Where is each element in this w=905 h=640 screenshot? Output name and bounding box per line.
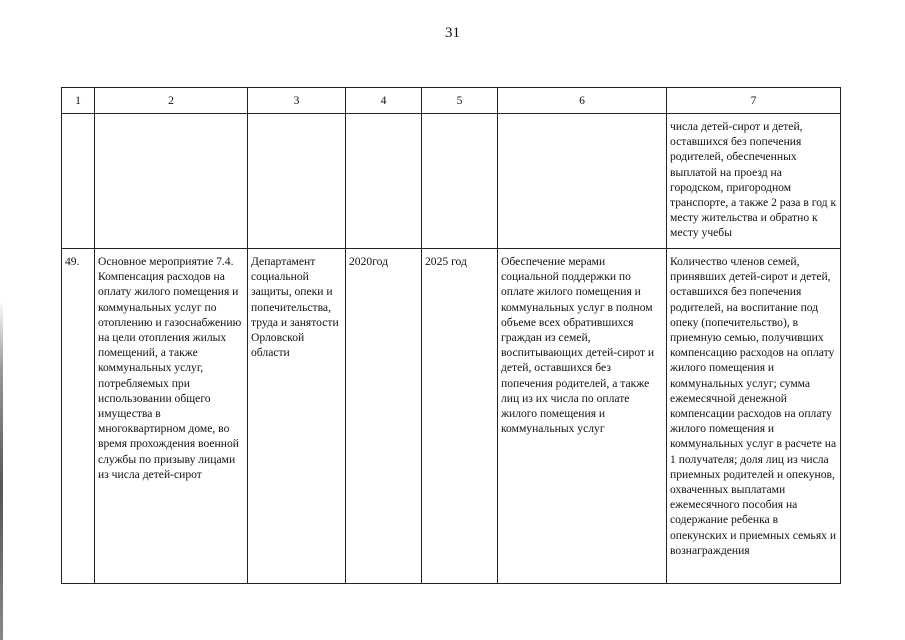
- header-cell-4: 4: [346, 88, 422, 114]
- row-number: 49.: [65, 255, 80, 268]
- table-row-continuation: [62, 114, 841, 249]
- page-number: 31: [445, 25, 460, 41]
- indicator-continuation-text: числа детей-сирот и детей, оставшихся без попечения родителей, обеспеченных выплатой на проезд на городском, пригородном транспорте, а также 2 раза в год к месту жительства и обратно к месту учебы: [670, 120, 837, 240]
- header-cell-2: 2: [95, 88, 248, 114]
- table-row-49: [62, 249, 841, 584]
- header-cell-1: 1: [62, 88, 95, 114]
- result-cell: [498, 249, 667, 584]
- empty-cell: [248, 114, 346, 249]
- empty-cell: [422, 114, 498, 249]
- row-number-cell: [62, 249, 95, 584]
- empty-cell: [62, 114, 95, 249]
- indicators-text: Количество членов семей, принявших детей-сирот и детей, оставшихся без попечения родителей, на воспитание под опеку (попечительство), в приемную семью, получивших компенсацию расходов на оплату жилого помещения и коммунальных услуг; сумма ежемесячной денежной компенсации расходов на оплату жилого помещения и коммунальных услуг в расчете на 1 получателя; доля лиц из числа приемных родителей и опекунов, охваченных выплатами ежемесячного пособия на содержание ребенка в опекунских и приемных семьях и вознаграждения: [670, 255, 837, 557]
- start-year-text: 2020год: [349, 255, 389, 268]
- start-year-cell: [346, 249, 422, 584]
- table-header-row: [62, 88, 841, 114]
- executor-text: Департамент социальной защиты, опеки и попечительства, труда и занятости Орловской области: [251, 255, 339, 360]
- empty-cell: [346, 114, 422, 249]
- end-year-text: 2025 год: [425, 255, 467, 268]
- result-text: Обеспечение мерами социальной поддержки по оплате жилого помещения и коммунальных услуг в полном объеме всех обратившихся граждан из семей, воспитывающих детей-сирот и детей, оставшихся без попечения родителей, а также лиц из их числа по оплате жилого помещения и коммунальных услуг: [501, 255, 655, 436]
- measures-table: [61, 87, 841, 584]
- header-cell-6: 6: [498, 88, 667, 114]
- header-cell-3: 3: [248, 88, 346, 114]
- measure-cell: [95, 249, 248, 584]
- header-cell-7: 7: [667, 88, 841, 114]
- scan-edge-artifact: [0, 300, 3, 640]
- empty-cell: [95, 114, 248, 249]
- measure-text: Основное мероприятие 7.4. Компенсация расходов на оплату жилого помещения и коммунальных услуг по отоплению и газоснабжению на цели отопления жилых помещений, а также коммунальных услуг, потребляемых при использовании общего имущества в многоквартирном доме, во время прохождения военной службы по призыву лицами из числа детей-сирот: [98, 255, 242, 481]
- empty-cell: [498, 114, 667, 249]
- end-year-cell: [422, 249, 498, 584]
- indicator-continuation-cell: [667, 114, 841, 249]
- indicators-cell: [667, 249, 841, 584]
- executor-cell: [248, 249, 346, 584]
- header-cell-5: 5: [422, 88, 498, 114]
